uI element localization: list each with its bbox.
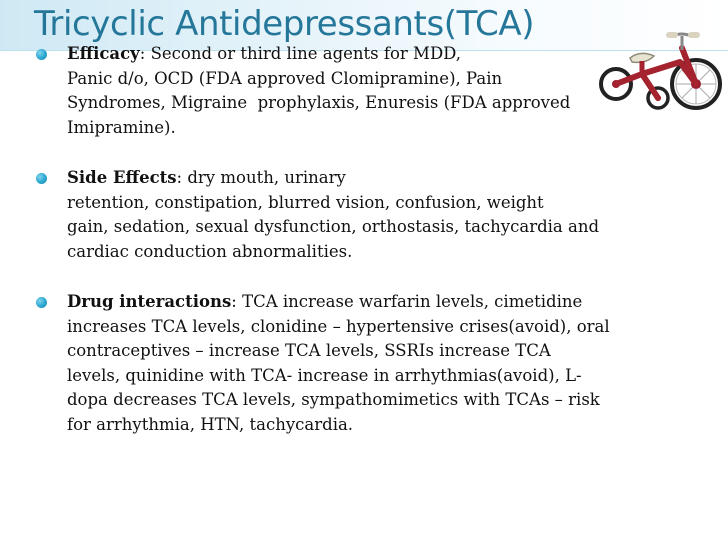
bullet-heading: Drug interactions: [67, 292, 232, 311]
bullet-line: [67, 42, 684, 67]
bullet-list: [34, 42, 684, 437]
bullet-line: increases TCA levels, clonidine – hypertensive crises(avoid), oral: [67, 316, 610, 336]
bullet-line: dopa decreases TCA levels, sympathomimetics with TCAs – risk: [67, 390, 600, 409]
bullet-line: levels, quinidine with TCA- increase in arrhythmias(avoid), L-: [67, 365, 582, 385]
bullet-heading: Side Effects: [67, 168, 177, 187]
bullet-line: contraceptives – increase TCA levels, SSRIs increase TCA: [67, 341, 551, 360]
bullet-line: [67, 290, 684, 315]
bullet-text: Second or third line agents for MDD,: [150, 44, 462, 63]
bullet-line: Panic d/o, OCD (FDA approved Clomipramine), Pain: [67, 68, 503, 88]
bullet-line: gain, sedation, sexual dysfunction, orthostasis, tachycardia and: [67, 217, 600, 236]
bullet-text: dry mouth, urinary: [187, 168, 346, 187]
bullet-icon: [36, 49, 47, 60]
bullet-icon: [36, 297, 47, 308]
bullet-text: TCA increase warfarin levels, cimetidine: [242, 292, 583, 311]
bullet-icon: [36, 173, 47, 184]
bullet-separator: :: [231, 292, 243, 311]
bullet-side-effects: [34, 166, 684, 264]
bullet-line: for arrhythmia, HTN, tachycardia.: [67, 414, 354, 434]
bullet-separator: :: [139, 44, 151, 63]
slide-title: Tricyclic Antidepressants(TCA): [34, 4, 535, 44]
bullet-line: cardiac conduction abnormalities.: [67, 241, 353, 261]
bullet-line: retention, constipation, blurred vision, confusion, weight: [67, 192, 544, 212]
bullet-line: Imipramine).: [67, 117, 176, 137]
bullet-efficacy: [34, 42, 684, 140]
bullet-heading: Efficacy: [67, 44, 140, 63]
bullet-line: Syndromes, Migraine prophylaxis, Enuresis (FDA approved: [67, 93, 571, 112]
bullet-separator: :: [176, 168, 188, 187]
bullet-line: [67, 166, 684, 191]
bullet-drug-interactions: [34, 290, 684, 437]
